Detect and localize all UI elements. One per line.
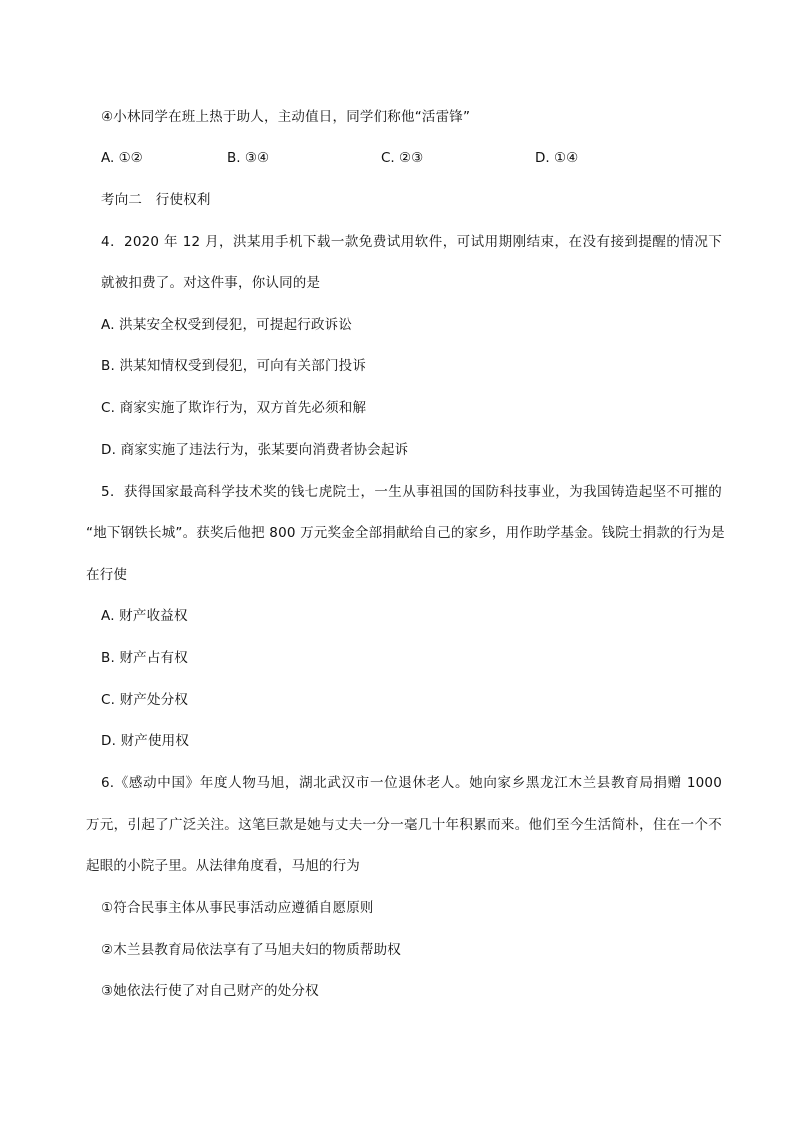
q6-item-2: ②木兰县教育局依法享有了马旭夫妇的物质帮助权 [101, 942, 402, 958]
q5-option-b: B. 财产占有权 [101, 650, 188, 666]
q4-option-a: A. 洪某安全权受到侵犯，可提起行政诉讼 [101, 317, 353, 333]
q3-option-a: A. ①② [101, 150, 143, 166]
q4-option-d: D. 商家实施了违法行为，张某要向消费者协会起诉 [101, 442, 409, 458]
q4-option-b: B. 洪某知情权受到侵犯，可向有关部门投诉 [101, 358, 367, 374]
q5-stem-line-2: “地下钢铁长城”。获奖后他把 800 万元奖金全部捐献给自己的家乡，用作助学基金。钱院士捐款的行为是 [86, 525, 725, 541]
q3-option-c: C. ②③ [381, 150, 424, 166]
q5-stem-line-1: 5．获得国家最高科学技术奖的钱七虎院士，一生从事祖国的国防科技事业，为我国铸造起坚不可摧的 [101, 484, 722, 500]
q3-option-d: D. ①④ [535, 150, 579, 166]
section-title: 考向二 行使权利 [101, 192, 211, 208]
q6-stem-line-3: 起眼的小院子里。从法律角度看，马旭的行为 [86, 858, 360, 874]
q6-stem-line-1: 6.《感动中国》年度人物马旭，湖北武汉市一位退休老人。她向家乡黑龙江木兰县教育局捐赠 1000 [101, 775, 722, 791]
q4-stem-line-2: 就被扣费了。对这件事，你认同的是 [101, 275, 321, 291]
q6-item-1: ①符合民事主体从事民事活动应遵循自愿原则 [101, 900, 374, 916]
q5-option-d: D. 财产使用权 [101, 733, 190, 749]
q3-item-4: ④小林同学在班上热于助人，主动值日，同学们称他“活雷锋” [101, 109, 471, 125]
q3-option-b: B. ③④ [227, 150, 270, 166]
q5-option-a: A. 财产收益权 [101, 608, 188, 624]
q4-stem-line-1: 4．2020 年 12 月，洪某用手机下载一款免费试用软件，可试用期刚结束，在没有接到提醒的情况下 [101, 234, 722, 250]
q6-item-3: ③她依法行使了对自己财产的处分权 [101, 983, 319, 999]
q4-option-c: C. 商家实施了欺诈行为，双方首先必须和解 [101, 400, 367, 416]
q5-stem-line-3: 在行使 [86, 567, 128, 583]
q6-stem-line-2: 万元，引起了广泛关注。这笔巨款是她与丈夫一分一毫几十年积累而来。他们至今生活简朴，住在一个不 [86, 817, 722, 833]
q5-option-c: C. 财产处分权 [101, 692, 189, 708]
